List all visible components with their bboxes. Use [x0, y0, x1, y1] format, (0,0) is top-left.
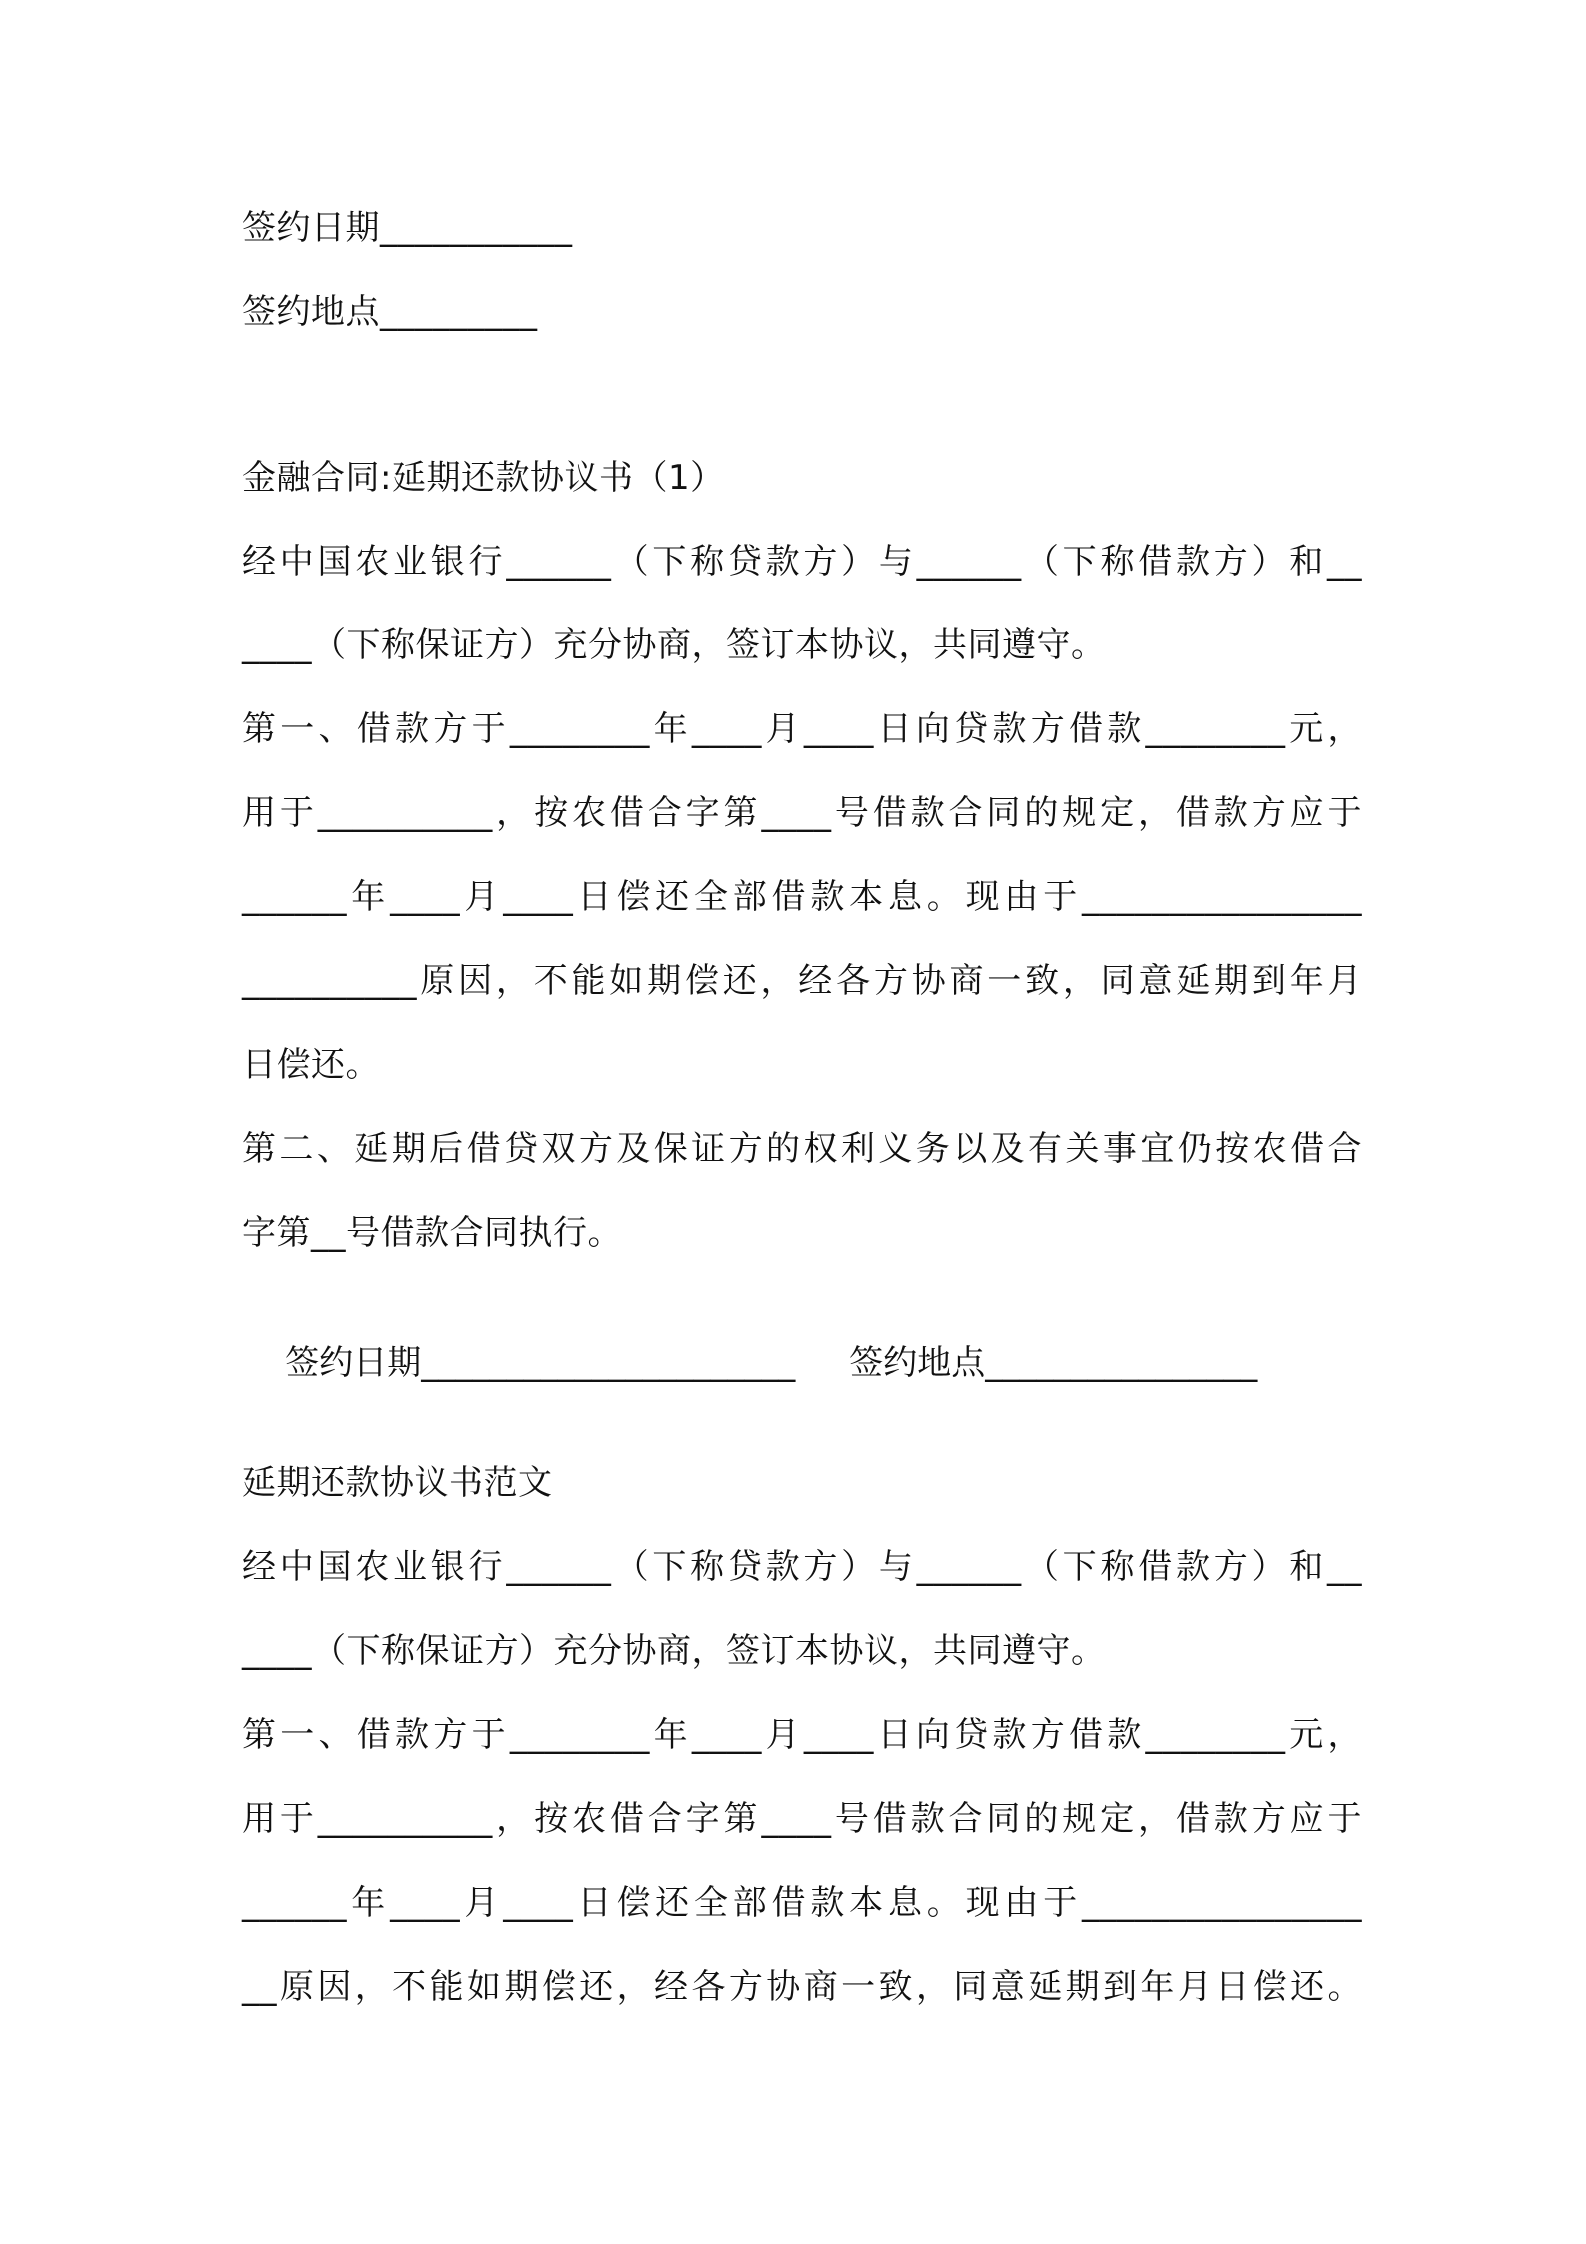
section2-line-4: 用于__________，按农借合字第____号借款合同的规定，借款方应于	[242, 1799, 1362, 1839]
section1-line-7: 日偿还。	[242, 1045, 380, 1085]
section1-signature-row	[242, 1294, 1257, 1432]
section1-line-5: ______年____月____日偿还全部借款本息。现由于________________	[242, 877, 1362, 917]
section2-line-6: __原因，不能如期偿还，经各方协商一致，同意延期到年月日偿还。	[242, 1967, 1362, 2007]
section2-line-3: 第一、借款方于________年____月____日向贷款方借款________元，	[242, 1715, 1362, 1755]
section1-sign-date: 签约日期______________________	[285, 1343, 796, 1383]
section1-line-3: 第一、借款方于________年____月____日向贷款方借款________元，	[242, 709, 1362, 749]
top-sign-place-line: 签约地点_________	[242, 292, 538, 332]
section2-title: 延期还款协议书范文	[242, 1463, 553, 1503]
section1-line-9: 字第__号借款合同执行。	[242, 1213, 622, 1253]
section1-line-2: ____（下称保证方）充分协商，签订本协议，共同遵守。	[242, 625, 1106, 665]
section1-line-4: 用于__________，按农借合字第____号借款合同的规定，借款方应于	[242, 793, 1362, 833]
section1-title: 金融合同:延期还款协议书（1）	[242, 458, 725, 498]
section1-line-1: 经中国农业银行______（下称贷款方）与______（下称借款方）和__	[242, 542, 1362, 582]
section1-line-6: __________原因，不能如期偿还，经各方协商一致，同意延期到年月	[242, 961, 1362, 1001]
top-sign-date-line: 签约日期___________	[242, 208, 573, 248]
section2-line-2: ____（下称保证方）充分协商，签订本协议，共同遵守。	[242, 1631, 1106, 1671]
section2-line-1: 经中国农业银行______（下称贷款方）与______（下称借款方）和__	[242, 1547, 1362, 1587]
section1-line-8: 第二、延期后借贷双方及保证方的权利义务以及有关事宜仍按农借合	[242, 1129, 1362, 1169]
section2-line-5: ______年____月____日偿还全部借款本息。现由于________________	[242, 1883, 1362, 1923]
section1-sign-place: 签约地点________________	[849, 1343, 1258, 1383]
